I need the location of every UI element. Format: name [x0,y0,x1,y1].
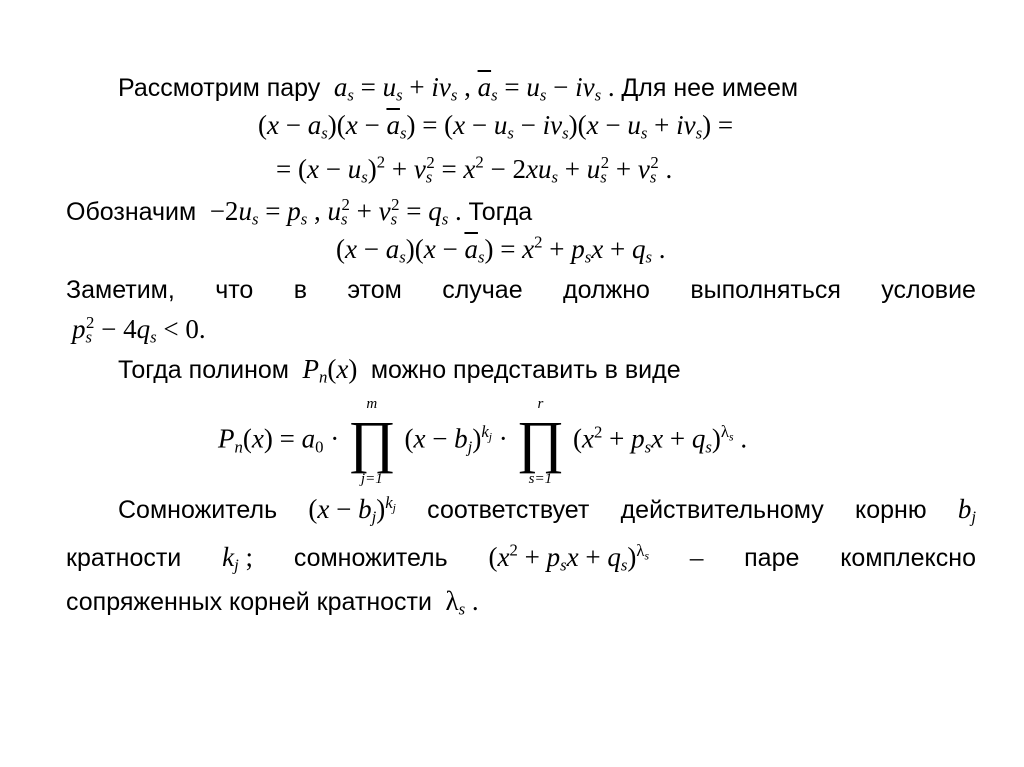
line10-word: паре [744,544,800,572]
line-4 [66,194,533,229]
line6-word: случае [442,276,523,304]
line6-word: этом [347,276,402,304]
equation-4: $P_n(x) = a_0$ · m ∏ j=1 $(x - b_j)^{k_j}$ · r ∏ s=1 $(x^2 + p_sx + q_s)^{\lambda_s}$ . [218,396,748,487]
line11-text: сопряженных корней кратности [66,588,432,616]
line6-word: выполняться [690,276,841,304]
product-symbol-1: m ∏ j=1 [347,396,396,487]
line10-text-a: кратности [66,544,182,572]
line1-text-b: Для нее имеем [621,74,799,102]
line10-dash: – [689,542,704,572]
line-1 [118,72,799,105]
line6-word: условие [881,276,976,304]
line9-math: $(x - b_j)^{k_j}$ [308,492,396,527]
line-6 [66,278,976,303]
line-7-condition: $p_s^2 - 4q_s < 0$. [72,312,206,347]
equation-2: = $(x - u_s)^2 + v_s^2 = x^2 - 2xu_s + u_s^2 + v_s^2$ . [276,152,673,187]
line10-math-a: $k_j$ ; [222,542,253,575]
line4-math: $-2u_s = p_s$ , $u_s^2 + v_s^2 = q_s$ . [202,194,469,229]
product-2-upper: r [537,396,544,412]
line8-text-b: можно представить в виде [370,356,681,384]
line6-word: Заметим, [66,276,175,304]
line-11 [66,586,479,619]
product-1-upper: m [366,396,378,412]
equation-3: $(x - a_s)(x - \overline{a}_s) = x^2 + p_sx + q_s$ . [336,232,666,267]
line-10 [66,540,976,575]
line6-word: в [293,276,307,304]
line1-text-a: Рассмотрим пару [118,74,321,102]
line4-text-a: Обозначим [66,198,197,226]
line8-math: $P_n(x)$ [302,354,365,387]
line4-text-b: Тогда [468,198,533,226]
line6-word: что [215,276,254,304]
line6-word: должно [562,276,650,304]
product-symbol-2: r ∏ s=1 [516,396,565,487]
product-1-lower: j=1 [360,470,383,487]
line10-word: комплексно [840,544,976,572]
line8-text-a: Тогда полином [118,356,289,384]
line-8 [118,354,681,387]
line10-math-b: $(x^2 + p_sx + q_s)^{\lambda_s}$ [488,540,650,575]
line9-math-end: $b_j$ [957,494,976,527]
line-9 [118,492,976,527]
line11-math: $\lambda_s$ . [438,586,479,619]
equation-1: $(x - a_s)(x - \overline{a}_s) = (x - u_s - iv_s)(x - u_s + iv_s)$ = [258,110,734,143]
line9-word: корню [855,496,927,524]
line1-math: $a_s = u_s + iv_s$ , $\overline{a}_s = u_s - iv_s$ . [333,72,622,105]
product-2-lower: s=1 [528,470,553,487]
line9-text-a: Сомножитель [118,496,278,524]
line9-word: соответствует [427,496,590,524]
line10-text-b: сомножитель [293,544,448,572]
line9-word: действительному [620,496,824,524]
